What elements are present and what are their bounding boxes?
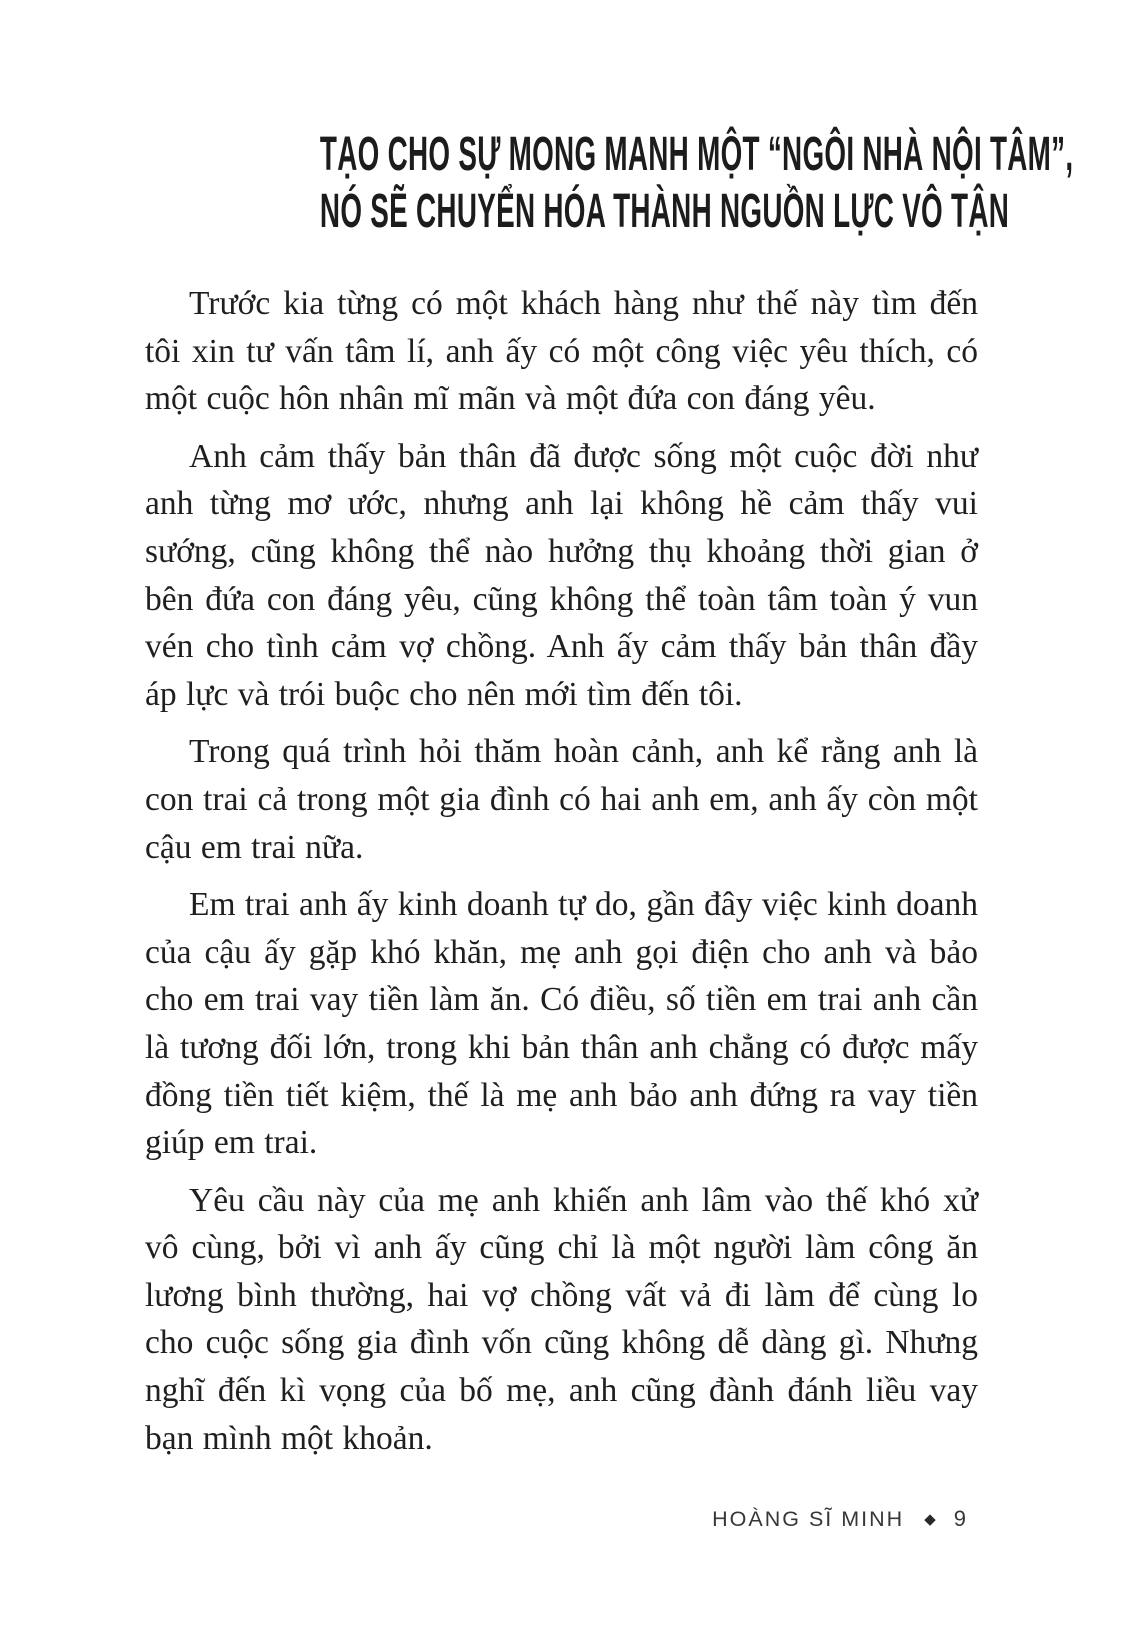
paragraph: Trước kia từng có một khách hàng như thế này tìm đến tôi xin tư vấn tâm lí, anh ấy có một công việc yêu thích, có một cuộc hôn nhân mĩ mãn và một đứa con đáng yêu. (145, 285, 978, 418)
body-text (145, 280, 978, 1462)
chapter-title-line-2: NÓ SẼ CHUYỂN HÓA THÀNH NGUỒN LỰC VÔ TẬN (319, 185, 1010, 238)
chapter-title (145, 126, 1074, 240)
page-content (145, 126, 1074, 1472)
page-number: 9 (953, 1506, 966, 1531)
footer-author: HOÀNG SĨ MINH (712, 1506, 905, 1531)
page-footer (712, 1506, 966, 1532)
chapter-title-line-1: TẠO CHO SỰ MONG MANH MỘT “NGÔI NHÀ NỘI TÂM”, (319, 128, 1074, 181)
paragraph: Trong quá trình hỏi thăm hoàn cảnh, anh kể rằng anh là con trai cả trong một gia đình có hai anh em, anh ấy còn một cậu em trai nữa. (145, 733, 978, 866)
paragraph: Em trai anh ấy kinh doanh tự do, gần đây việc kinh doanh của cậu ấy gặp khó khăn, mẹ anh gọi điện cho anh và bảo cho em trai vay tiền làm ăn. Có điều, số tiền em trai anh cần là tương đối lớn, trong khi bản thân anh chẳng có được mấy đồng tiền tiết kiệm, thế là mẹ anh bảo anh đứng ra vay tiền giúp em trai. (145, 886, 978, 1162)
diamond-icon: ◆ (924, 1511, 936, 1528)
paragraph: Anh cảm thấy bản thân đã được sống một cuộc đời như anh từng mơ ước, nhưng anh lại không hề cảm thấy vui sướng, cũng không thể nào hưởng thụ khoảng thời gian ở bên đứa con đáng yêu, cũng không thể toàn tâm toàn ý vun vén cho tình cảm vợ chồng. Anh ấy cảm thấy bản thân đầy áp lực và trói buộc cho nên mới tìm đến tôi. (145, 437, 978, 713)
paragraph: Yêu cầu này của mẹ anh khiến anh lâm vào thế khó xử vô cùng, bởi vì anh ấy cũng chỉ là một người làm công ăn lương bình thường, hai vợ chồng vất vả đi làm để cùng lo cho cuộc sống gia đình vốn cũng không dễ dàng gì. Nhưng nghĩ đến kì vọng của bố mẹ, anh cũng đành đánh liều vay bạn mình một khoản. (145, 1181, 978, 1457)
